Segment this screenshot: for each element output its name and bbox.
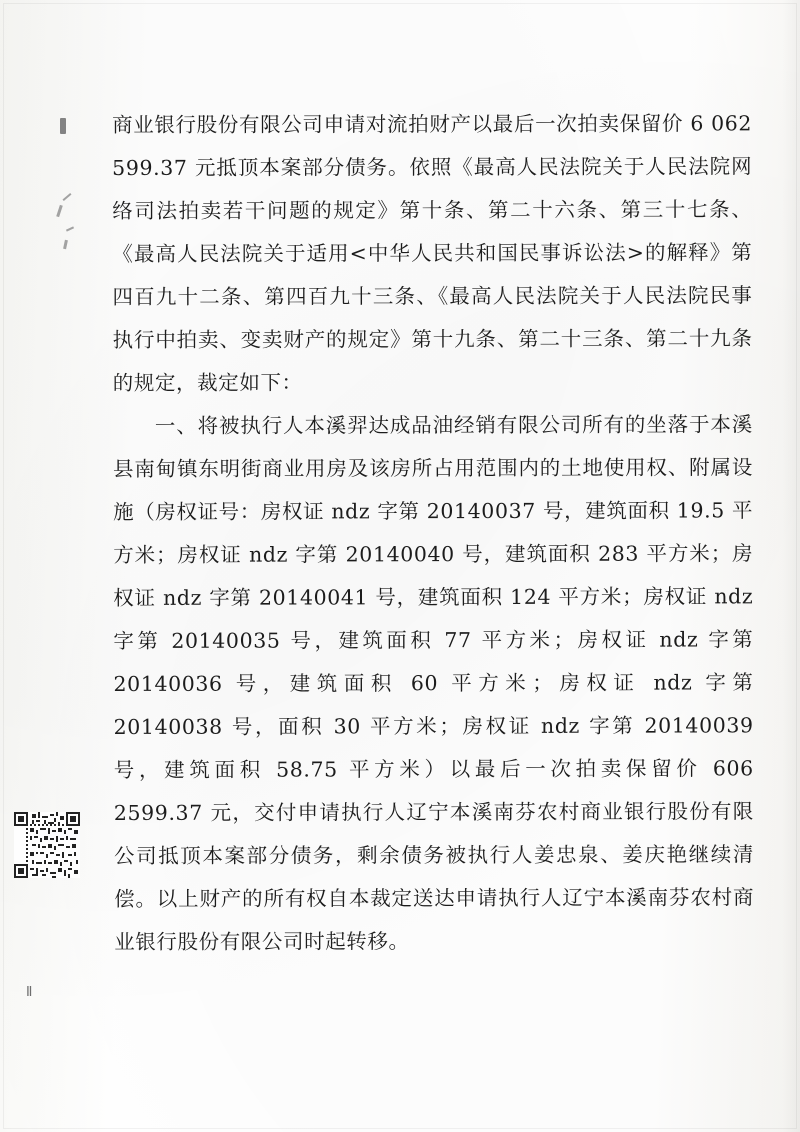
scan-artifact-icon <box>56 205 63 217</box>
scan-artifact-icon <box>66 226 74 231</box>
scan-edge-shading <box>782 0 800 1132</box>
document-body <box>112 102 754 964</box>
scan-artifact-icon <box>63 240 68 249</box>
page-edge-mark: Ⅱ <box>26 985 33 1000</box>
scan-artifact-icon <box>60 118 66 134</box>
paragraph-1: 商业银行股份有限公司申请对流拍财产以最后一次拍卖保留价 6 062 599.37 元抵顶本案部分债务。依照《最高人民法院关于人民法院网络司法拍卖若干问题的规定》第十条、第二十六条、第三十七条、《最高人民法院关于适用<中华人民共和国民事诉讼法>的解释》第四百九十二条、第四百九十三条、《最高人民法院关于人民法院民事执行中拍卖、变卖财产的规定》第十九条、第二十三条、第二十九条的规定，裁定如下： <box>112 111 753 395</box>
qr-code-icon <box>14 812 80 878</box>
scan-artifact-icon <box>63 193 72 201</box>
paragraph-2: 一、将被执行人本溪羿达成品油经销有限公司所有的坐落于本溪县南甸镇东明街商业用房及该房所占用范围内的土地使用权、附属设施（房权证号：房权证 ndz 字第 20140037 号，建筑面积 19.5 平方米；房权证 ndz 字第 20140040 号，建筑面积 283 平方米；房权证 ndz 字第 20140041 号，建筑面积 124 平方米；房权证 ndz 字第 20140035 号，建筑面积 77 平方米；房权证 ndz 字第 20140036 号，建筑面积 60 平方米；房权证 ndz 字第 20140038 号，面积 30 平方米；房权证 ndz 字第 20140039 号，建筑面积 58.75 平方米）以最后一次拍卖保留价 606 2599.37 元，交付申请执行人辽宁本溪南芬农村商业银行股份有限公司抵顶本案部分债务，剩余债务被执行人姜忠泉、姜庆艳继续清偿。以上财产的所有权自本裁定送达申请执行人辽宁本溪南芬农村商业银行股份有限公司时起转移。 <box>112 412 755 954</box>
